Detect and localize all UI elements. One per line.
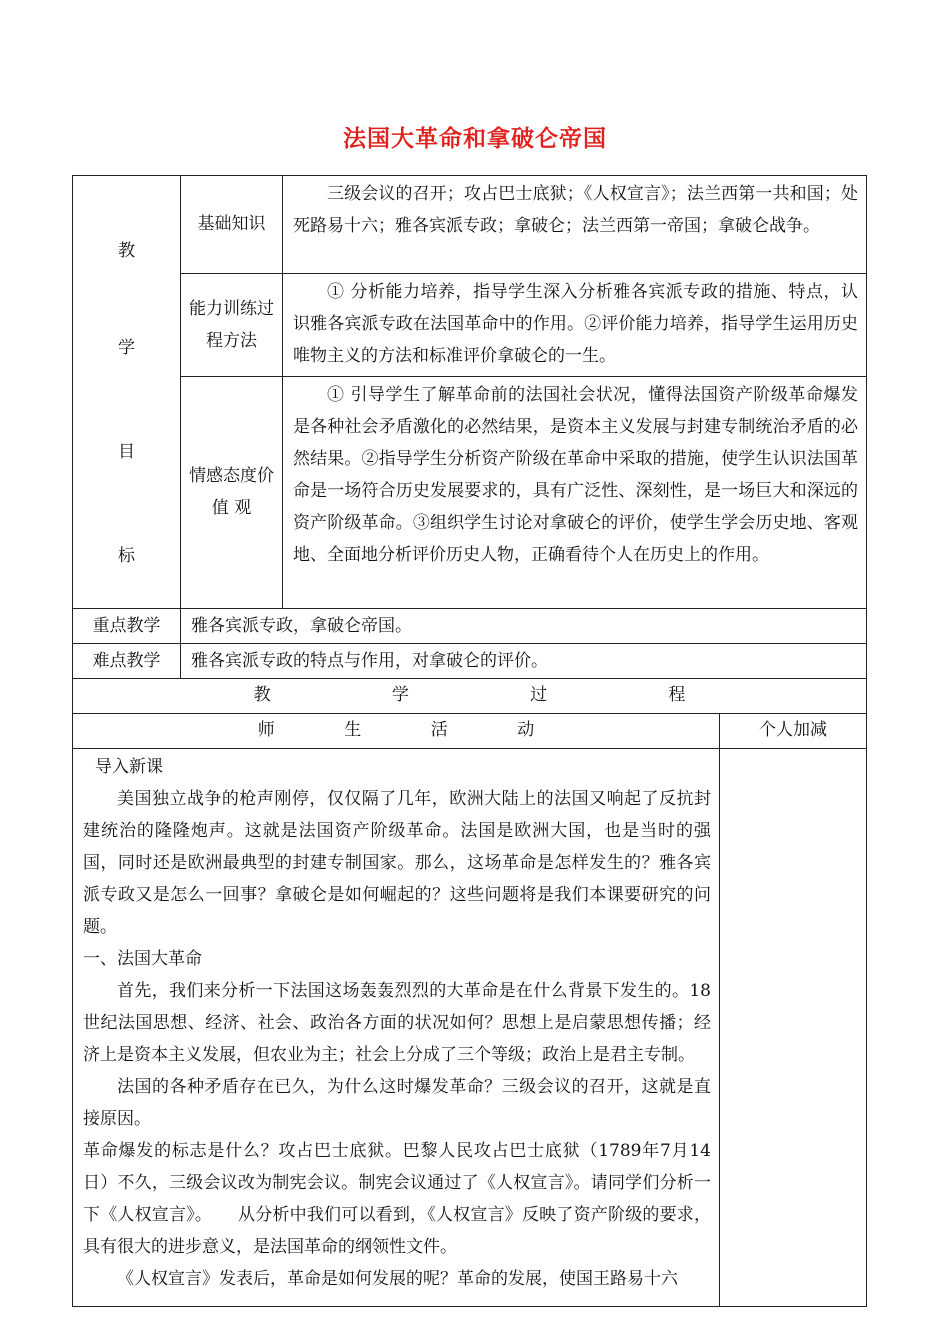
personal-notes-cell [720,749,867,1307]
key-points-content: 雅各宾派专政，拿破仑帝国。 [181,609,867,644]
activity-body [73,749,720,1307]
goal-row-basic [73,176,867,274]
key-points-label: 重点教学 [73,609,181,644]
activity-header-row [73,714,867,749]
process-header: 教 学 过 程 [73,679,867,714]
paragraph-cause: 法国的各种矛盾存在已久，为什么这时爆发革命？三级会议的召开，这就是直接原因。 [83,1077,711,1129]
key-points-row [73,609,867,644]
lesson-plan-table [72,175,867,1307]
goal-content-ability: ① 分析能力培养，指导学生深入分析雅各宾派专政的措施、特点，认识雅各宾派专政在法国革命中的作用。②评价能力培养，指导学生运用历史唯物主义的方法和标准评价拿破仑的一生。 [283,273,867,376]
personal-notes-header: 个人加减 [720,714,867,749]
goal-row-ability [73,273,867,376]
process-header-row [73,679,867,714]
intro-heading: 导入新课 [95,757,163,777]
section-heading: 一、法国大革命 [83,949,202,969]
page-title: 法国大革命和拿破仑帝国 [343,125,607,152]
activity-body-row [73,749,867,1307]
difficult-points-label: 难点教学 [73,644,181,679]
goal-row-emotion [73,376,867,608]
goal-content-emotion: ① 引导学生了解革命前的法国社会状况，懂得法国资产阶级革命爆发是各种社会矛盾激化的必然结果，是资本主义发展与封建专制统治矛盾的必然结果。②指导学生分析资产阶级在革命中采取的措施，使学生认识法国革命是一场符合历史发展要求的，具有广泛性、深刻性，是一场巨大和深远的资产阶级革命。③组织学生讨论对拿破仑的评价，使学生学会历史地、客观地、全面地分析评价历史人物，正确看待个人在历史上的作用。 [283,376,867,608]
paragraph-outbreak: 革命爆发的标志是什么？攻占巴士底狱。巴黎人民攻占巴士底狱（1789年7月14日）不久，三级会议改为制宪会议。制宪会议通过了《人权宣言》。请同学们分析一下《人权宣言》。 从分析中我们可以看到，《人权宣言》反映了资产阶级的要求，具有很大的进步意义，是法国革命的纲领性文件。 [83,1141,711,1257]
paragraph-development: 《人权宣言》发表后，革命是如何发展的呢？革命的发展，使国王路易十六 [117,1269,678,1289]
activity-header: 师 生 活 动 [73,714,720,749]
goal-category-emotion: 情感态度价 值 观 [181,376,283,608]
teaching-goals-label: 教 学 目 标 [73,176,181,609]
goal-category-basic: 基础知识 [181,176,283,274]
paragraph-background: 首先，我们来分析一下法国这场轰轰烈烈的大革命是在什么背景下发生的。18世纪法国思想、经济、社会、政治各方面的状况如何？思想上是启蒙思想传播；经济上是资本主义发展，但农业为主；社会上分成了三个等级；政治上是君主专制。 [83,981,711,1065]
intro-paragraph: 美国独立战争的枪声刚停，仅仅隔了几年，欧洲大陆上的法国又响起了反抗封建统治的隆隆炮声。这就是法国资产阶级革命。法国是欧洲大国，也是当时的强国，同时还是欧洲最典型的封建专制国家。那么，这场革命是怎样发生的？雅各宾派专政又是怎么一回事？拿破仑是如何崛起的？这些问题将是我们本课要研究的问题。 [83,789,711,937]
difficult-points-row [73,644,867,679]
goal-content-basic: 三级会议的召开；攻占巴士底狱；《人权宣言》；法兰西第一共和国；处死路易十六；雅各宾派专政；拿破仑；法兰西第一帝国；拿破仑战争。 [283,176,867,274]
difficult-points-content: 雅各宾派专政的特点与作用，对拿破仑的评价。 [181,644,867,679]
goal-category-ability: 能力训练过程方法 [181,273,283,376]
